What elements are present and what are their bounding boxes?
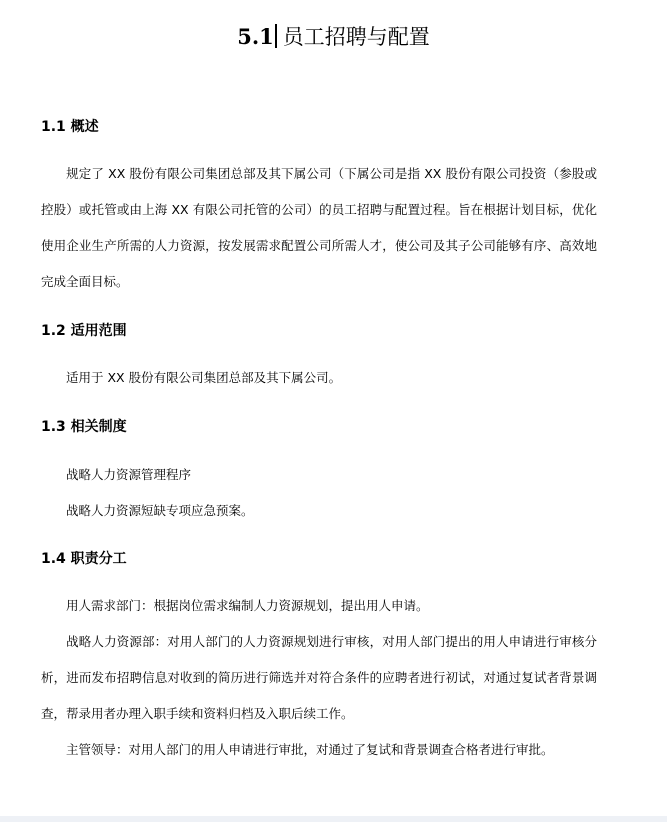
section-heading-scope: 1.2 适用范围 (41, 323, 127, 339)
hr-dept-text: 战略人力资源部：对用人部门的人力资源规划进行审核，对用人部门提出的用人申请进行审核分析，进而发布招聘信息对收到的简历进行筛选并对符合条件的应聘者进行初试，对通过复试者背景调查，帮录用者办理入职手续和资料归档及入职后续工作。 (41, 634, 597, 721)
section-heading-overview: 1.1 概述 (41, 119, 99, 135)
page-bottom-edge (0, 816, 667, 822)
related-policy-item: 战略人力资源管理程序 (66, 467, 192, 482)
responsibility-demand-dept: 用人需求部门：根据岗位需求编制人力资源规划，提出用人申请。 (66, 598, 429, 613)
title-number: 5.1 (237, 24, 274, 49)
title-text: 员工招聘与配置 (282, 25, 430, 49)
section-overview-paragraph (41, 156, 597, 300)
page-title (0, 22, 667, 52)
related-policy-item: 战略人力资源短缺专项应急预案。 (66, 503, 254, 518)
responsibility-hr-dept (41, 624, 597, 732)
section-heading-responsibilities: 1.4 职责分工 (41, 551, 127, 567)
scope-text: 适用于 XX 股份有限公司集团总部及其下属公司。 (66, 370, 342, 385)
section-heading-related-policies: 1.3 相关制度 (41, 419, 127, 435)
responsibility-supervisor: 主管领导：对用人部门的用人申请进行审批，对通过了复试和背景调查合格者进行审批。 (66, 742, 554, 757)
title-divider (275, 24, 277, 48)
overview-text: 规定了 XX 股份有限公司集团总部及其下属公司（下属公司是指 XX 股份有限公司投资（参股或控股）或托管或由上海 XX 有限公司托管的公司）的员工招聘与配置过程。旨在根据计划目标，优化使用企业生产所需的人力资源，按发展需求配置公司所需人才，使公司及其子公司能够有序、高效地完成全面目标。 (41, 166, 597, 289)
